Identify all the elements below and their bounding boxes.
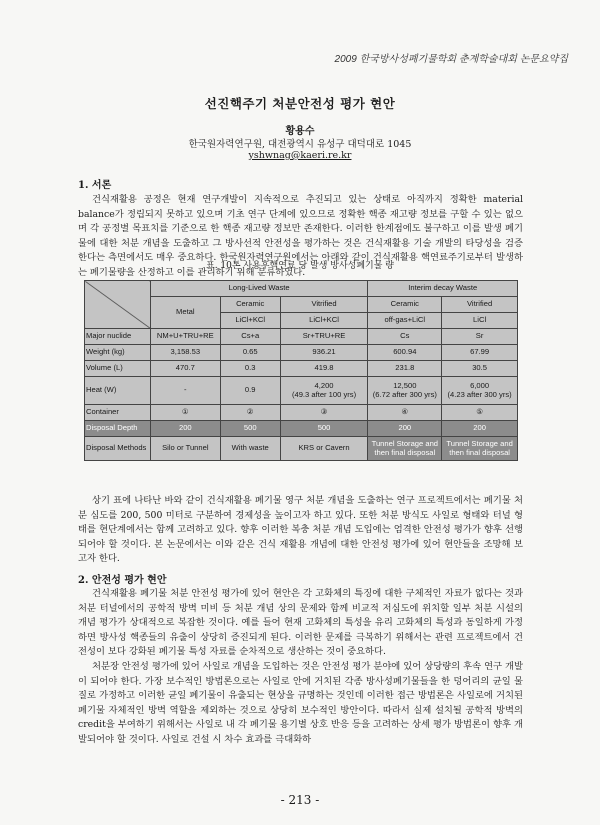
table-cell: NM+U+TRU+RE: [150, 329, 220, 345]
header-vitrified-interim: Vitrified: [442, 297, 518, 313]
table-cell: 200: [442, 421, 518, 437]
table-cell: 470.7: [150, 361, 220, 377]
table-cell: 231.8: [368, 361, 442, 377]
table-cell: ②: [220, 405, 280, 421]
table-row: [85, 405, 518, 421]
table-cell: Cs: [368, 329, 442, 345]
table-cell: Silo or Tunnel: [150, 437, 220, 461]
post-table-text: 상기 표에 나타난 바와 같이 건식재활용 폐기물 영구 처분 개념을 도출하는 연구 프로젝트에서는 폐기물 처분 심도를 200, 500 미터로 구분하여 경제성을 높이고자 하고 있다. 또한 처분 방식도 사일로 형태와 터널 형태를 현단계에서는 함께 고려하고 있다. 향후 이러한 복충 처분 개념 도입에는 엄격한 안전성 평가가 향후 선행되어야 할 것이다. 본 논문에서는 이와 같은 건식 재활용 개념에 대한 안전성 평가에 있어 현안들을 조망해 보고자 한다.: [78, 495, 523, 565]
table-cell: 0.3: [220, 361, 280, 377]
table-cell: 3,158.53: [150, 345, 220, 361]
author-email: [0, 150, 600, 161]
table-row: [85, 421, 518, 437]
table-cell: 419.8: [280, 361, 368, 377]
table-caption: 표. 10톤 사용후핵연료 당 발생 방사성폐기물 량: [206, 261, 394, 271]
paper-title: 선진핵주기 처분안전성 평가 현안: [204, 96, 396, 111]
row-label: Container: [85, 405, 151, 421]
table-cell: Tunnel Storage and then final disposal: [368, 437, 442, 461]
table-row: [85, 377, 518, 405]
sub-vitrified-interim: LiCl: [442, 313, 518, 329]
row-label: Weight (kg): [85, 345, 151, 361]
table-cell: ③: [280, 405, 368, 421]
issues-text-1: 건식재활용 폐기물 처분 안전성 평가에 있어 현안은 각 고화체의 특징에 대한 구체적인 자료가 없다는 것과 처분 터널에서의 공학적 방벽 미비 등 처분 개념 상의 문제와 함께 비교적 저심도에 위치할 일부 처분 시설의 개념 평가가 상대적으로 복잡한 것이다. 예를 들어 현재 고화체의 특성을 유리 고화체의 특성과 동일하게 가정하면 방사성 핵종들의 유출이 상당히 증진되게 된다. 이러한 문제를 극복하기 위해서는 관련 프로젝트에서 건전성이 보다 강화된 폐기물 특성 자료를 순차적으로 생산하는 것이 중요하다.: [78, 588, 523, 658]
post-table-paragraph: [78, 494, 523, 567]
issues-paragraphs: [78, 587, 523, 748]
table-cell: 12,500 (6.72 after 300 yrs): [368, 377, 442, 405]
row-label: Disposal Depth: [85, 421, 151, 437]
affiliation: 한국원자력연구원, 대전광역시 유성구 대덕대로 1045: [188, 139, 412, 150]
table-row: [85, 329, 518, 345]
table-cell: 200: [150, 421, 220, 437]
table-cell: Tunnel Storage and then final disposal: [442, 437, 518, 461]
table-cell: 4,200 (49.3 after 100 yrs): [280, 377, 368, 405]
table-cell: ①: [150, 405, 220, 421]
row-label: Heat (W): [85, 377, 151, 405]
table-row: [85, 345, 518, 361]
header-ceramic-interim: Ceramic: [368, 297, 442, 313]
table-cell: Sr+TRU+RE: [280, 329, 368, 345]
table-cell: KRS or Cavern: [280, 437, 368, 461]
table-cell: ④: [368, 405, 442, 421]
waste-table: [84, 280, 518, 461]
section-heading-issues: 2. 안전성 평가 현안: [78, 575, 167, 586]
header-vitrified-long: Vitrified: [280, 297, 368, 313]
intro-text: 건식재활용 공정은 현재 연구개발이 지속적으로 추진되고 있는 상태로 아직까지 정확한 material balance가 정립되지 못하고 있으며 기초 연구 단계에 있으므로 정확한 핵종 재고량 정보를 구할 수 있는 없으며 각 공정별 목표치를 기준으로 한 핵종 재고량 정보만 존재한다. 이러한 한계점에도 불구하고 이를 발생 폐기물에 대한 처분 개념을 도출하고 그 방사선적 안전성을 평가하는 것은 건식재활용 기술 개발의 타당성을 검증한다는 측면에서도 매우 중요하다. 한국원자력연구원에서는 아래와 같이 건식재활용 핵연료주기로부터 발생하는 폐기물량을 산정하고 이를 관리하기 위해 분류하였다.: [78, 194, 523, 278]
table-cell: 0.65: [220, 345, 280, 361]
row-label: Major nuclide: [85, 329, 151, 345]
table-cell: 600.94: [368, 345, 442, 361]
row-label: Volume (L): [85, 361, 151, 377]
sub-vitrified-long: LiCl+KCl: [280, 313, 368, 329]
table-cell: 67.99: [442, 345, 518, 361]
table-cell: ⑤: [442, 405, 518, 421]
issues-text-2: 처분장 안전성 평가에 있어 사일로 개념을 도입하는 것은 안전성 평가 분야에 있어 상당량의 후속 연구 개발이 되어야 한다. 가장 보수적인 방법론으로는 사일로 안에 거치된 각종 방사성폐기물들을 한 덩어리의 균일 물질로 가정하고 이러한 균일 폐기물이 유출되는 현상을 규명하는 것인데 이러한 접근 방법론은 사일로에 거치된 폐기물 자체적인 방벽 역할을 제외하는 것으로 상당히 보수적인 방안이다. 따라서 실제 설치될 공학적 방벽의 credit을 부여하기 위해서는 사일로 내 각 폐기물 용기별 상호 반응 등을 고려하는 상세 평가 방법론이 향후 개발되어야 할 것이다. 사일로 건설 시 차수 효과를 극대화하: [78, 660, 523, 745]
sub-ceramic-long: LiCl+KCl: [220, 313, 280, 329]
table-cell: 500: [280, 421, 368, 437]
table-cell: 936.21: [280, 345, 368, 361]
page-number: - 213 -: [280, 793, 320, 807]
running-header: 2009 한국방사성폐기물학회 춘계학술대회 논문요약집: [334, 54, 568, 65]
table-corner-cell: [85, 281, 151, 329]
table-row: [85, 361, 518, 377]
table-cell: 30.5: [442, 361, 518, 377]
table-cell: -: [150, 377, 220, 405]
table-cell: 200: [368, 421, 442, 437]
row-label: Disposal Methods: [85, 437, 151, 461]
table-cell: 6,000 (4.23 after 300 yrs): [442, 377, 518, 405]
table-cell: 0.9: [220, 377, 280, 405]
header-long-lived: Long-Lived Waste: [150, 281, 368, 297]
email-link[interactable]: yshwnag@kaeri.re.kr: [248, 150, 352, 161]
table-cell: Cs+a: [220, 329, 280, 345]
header-interim: Interim decay Waste: [368, 281, 518, 297]
header-ceramic-long: Ceramic: [220, 297, 280, 313]
table-cell: Sr: [442, 329, 518, 345]
header-metal: Metal: [150, 297, 220, 329]
table-cell: With waste: [220, 437, 280, 461]
table-row: [85, 437, 518, 461]
sub-ceramic-interim: off-gas+LiCl: [368, 313, 442, 329]
author-name: 황용수: [285, 126, 315, 137]
table-cell: 500: [220, 421, 280, 437]
section-heading-intro: 1. 서론: [78, 180, 112, 191]
